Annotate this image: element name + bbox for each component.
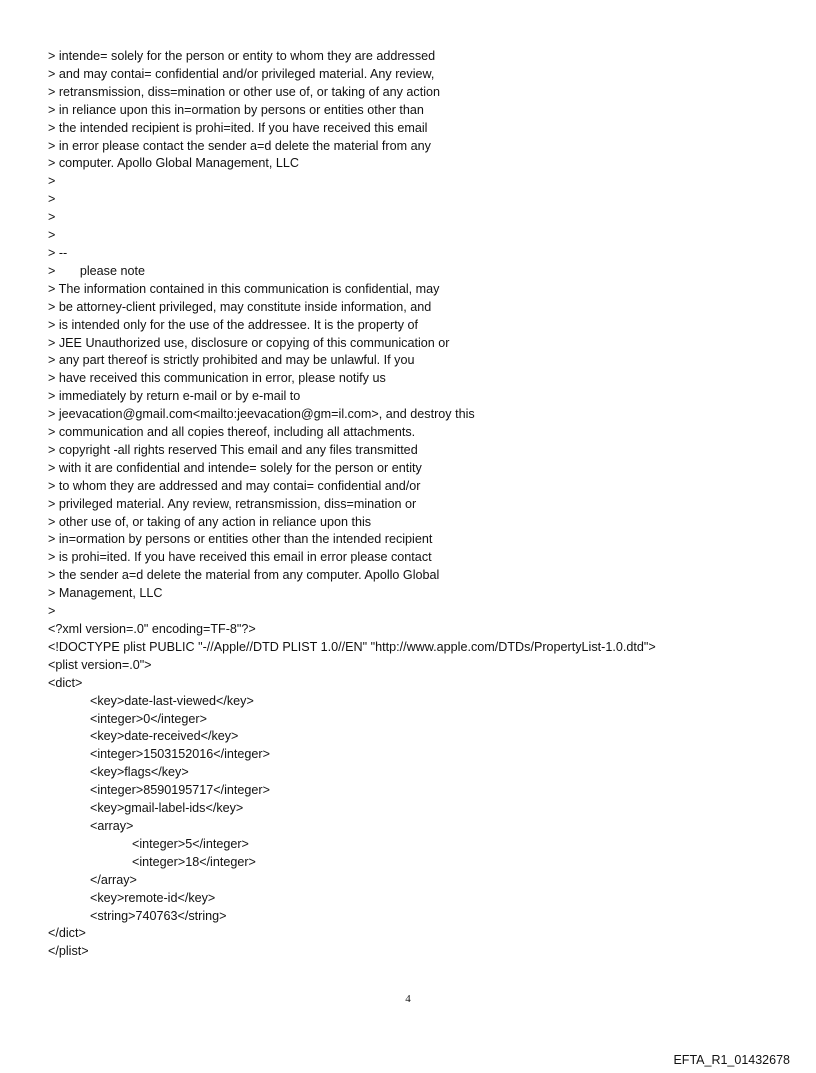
text-line: > is prohi=ited. If you have received this email in error please contact <box>48 550 432 565</box>
text-line: > <box>48 604 56 619</box>
text-line: > and may contai= confidential and/or privileged material. Any review, <box>48 66 435 81</box>
text-line: > <box>48 174 56 189</box>
text-line: > with it are confidential and intende= solely for the person or entity <box>48 460 422 475</box>
text-line: > copyright -all rights reserved This email and any files transmitted <box>48 442 418 457</box>
text-line: <key>date-last-viewed</key> <box>48 693 254 708</box>
text-line: > <box>48 192 56 207</box>
text-line: > any part thereof is strictly prohibited and may be unlawful. If you <box>48 353 415 368</box>
email-body-text <box>48 48 788 961</box>
text-line: </dict> <box>48 926 86 941</box>
text-line: > Management, LLC <box>48 586 163 601</box>
text-line: > in reliance upon this in=ormation by persons or entities other than <box>48 102 424 117</box>
text-line: <key>remote-id</key> <box>48 890 216 905</box>
text-line: <integer>1503152016</integer> <box>48 747 270 762</box>
page-number: 4 <box>405 993 411 1005</box>
text-line: > to whom they are addressed and may contai= confidential and/or <box>48 478 421 493</box>
text-line: > in=ormation by persons or entities other than the intended recipient <box>48 532 433 547</box>
text-line: > <box>48 210 56 225</box>
text-line: > the intended recipient is prohi=ited. If you have received this email <box>48 120 428 135</box>
text-line: <integer>8590195717</integer> <box>48 783 270 798</box>
text-line: > -- <box>48 245 68 260</box>
text-line: <integer>5</integer> <box>48 836 249 851</box>
text-line: </plist> <box>48 944 89 959</box>
text-line: <array> <box>48 818 134 833</box>
text-line: > JEE Unauthorized use, disclosure or copying of this communication or <box>48 335 450 350</box>
text-line: > be attorney-client privileged, may constitute inside information, and <box>48 299 432 314</box>
text-line: > computer. Apollo Global Management, LLC <box>48 156 299 171</box>
text-line: > the sender a=d delete the material from any computer. Apollo Global <box>48 568 440 583</box>
text-line: <string>740763</string> <box>48 908 227 923</box>
text-line: > retransmission, diss=mination or other use of, or taking of any action <box>48 84 441 99</box>
text-line: > intende= solely for the person or entity to whom they are addressed <box>48 49 436 63</box>
text-line: <!DOCTYPE plist PUBLIC "-//Apple//DTD PLIST 1.0//EN" "http://www.apple.com/DTDs/PropertyList-1.0.dtd"> <box>48 639 656 654</box>
text-line: > in error please contact the sender a=d delete the material from any <box>48 138 431 153</box>
text-line: > privileged material. Any review, retransmission, diss=mination or <box>48 496 417 511</box>
text-line: <key>gmail-label-ids</key> <box>48 801 244 816</box>
text-line: > other use of, or taking of any action in reliance upon this <box>48 514 372 529</box>
text-line: > The information contained in this communication is confidential, may <box>48 281 440 296</box>
text-line: <key>date-received</key> <box>48 729 239 744</box>
document-id: EFTA_R1_01432678 <box>673 1053 790 1067</box>
text-line: > jeevacation@gmail.com<mailto:jeevacation@gm=il.com>, and destroy this <box>48 407 475 422</box>
text-line: > <box>48 228 56 243</box>
text-line: > have received this communication in error, please notify us <box>48 371 386 386</box>
text-line: > communication and all copies thereof, including all attachments. <box>48 425 416 440</box>
text-line: <dict> <box>48 675 83 690</box>
text-line: > immediately by return e-mail or by e-mail to <box>48 389 301 404</box>
text-line: <?xml version=.0" encoding=TF-8"?> <box>48 622 256 636</box>
text-line: <plist version=.0"> <box>48 657 152 672</box>
text-line: > please note <box>48 263 145 278</box>
text-line: <integer>18</integer> <box>48 854 256 869</box>
text-line: <key>flags</key> <box>48 765 189 780</box>
text-line: > is intended only for the use of the addressee. It is the property of <box>48 317 418 332</box>
text-line: </array> <box>48 872 137 887</box>
text-line: <integer>0</integer> <box>48 711 207 726</box>
